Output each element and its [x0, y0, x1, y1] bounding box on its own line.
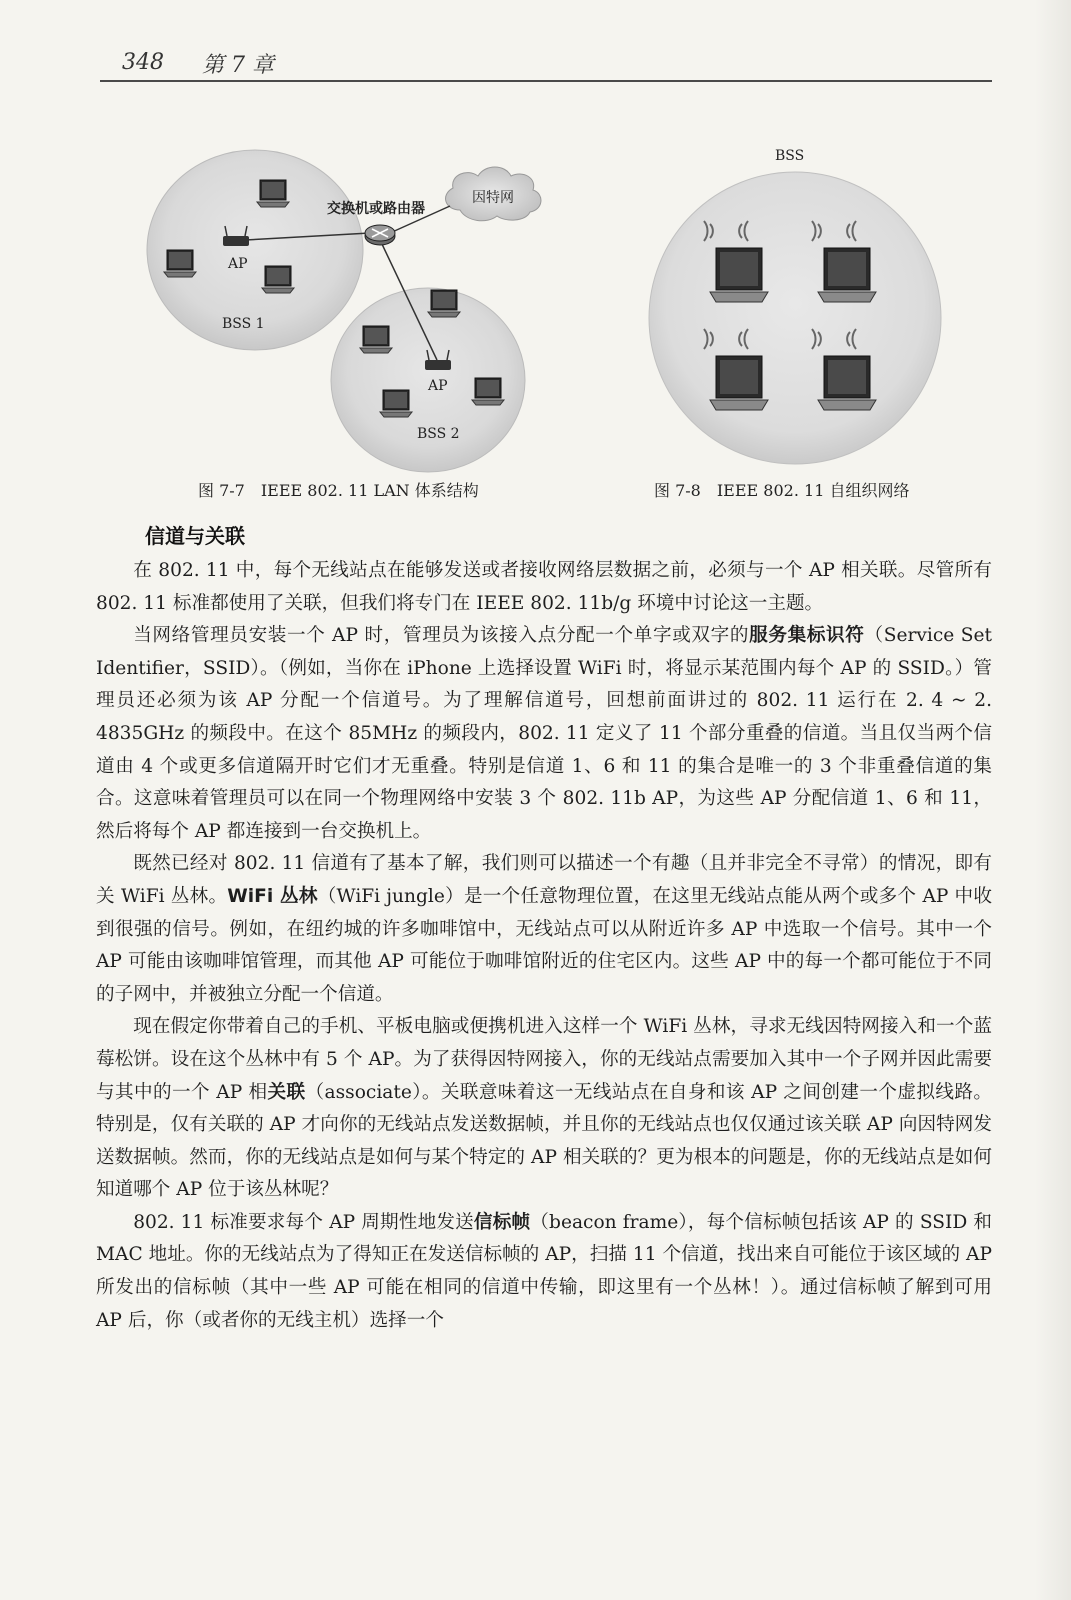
term-wifi-jungle: WiFi 丛林: [227, 885, 318, 907]
bss1-label: BSS 1: [222, 316, 265, 332]
bss-label: BSS: [775, 148, 805, 164]
paragraph-4-text-b: （associate）。关联意味着这一无线站点在自身和该 AP 之间创建一个虚拟线路。特别是，仅有关联的 AP 才向你的无线站点发送数据帧，并且你的无线站点也仅仅通过该关联 AP 向因特网发送数据帧。然而，你的无线站点是如何与某个特定的 AP 相关联的？更为根本的问题是，你的无线站点是如何知道哪个 AP 位于该丛林呢？: [96, 1081, 992, 1201]
header-rule: [100, 80, 992, 82]
laptop-icon: [472, 378, 504, 405]
paragraph-1: 在 802. 11 中，每个无线站点在能够发送或者接收网络层数据之前，必须与一个 AP 相关联。尽管所有 802. 11 标准都使用了关联，但我们将专门在 IEEE 802. 11b/g 环境中讨论这一主题。: [96, 560, 992, 614]
term-beacon-frame: 信标帧: [473, 1211, 531, 1233]
ap2-label: AP: [428, 378, 448, 394]
paragraph-2-text-a: 当网络管理员安装一个 AP 时，管理员为该接入点分配一个单字或双字的: [133, 625, 750, 647]
chapter-label: 第 7 章: [202, 53, 274, 78]
laptop-icon: [257, 180, 289, 207]
paragraph-2: [96, 620, 992, 848]
page-number: 348: [122, 50, 164, 75]
laptop-icon: [428, 290, 460, 317]
paragraph-3-text-a: 既然已经对 802. 11 信道有了基本了解，我们则可以描述一个有趣（且并非完全不寻常）的情况，即有关 WiFi 丛林。: [96, 853, 992, 907]
paragraph-3-text-b: （WiFi jungle）是一个任意物理位置，在这里无线站点能从两个或多个 AP 中收到很强的信号。例如，在纽约城的许多咖啡馆中，无线站点可以从附近许多 AP 中选取一个信号。其中一个 AP 可能由该咖啡馆管理，而其他 AP 可能位于咖啡馆附近的住宅区内。这些 AP 中的每一个都可能位于不同的子网中，并被独立分配一个信道。: [96, 885, 992, 1005]
internet-cloud: [446, 167, 541, 221]
figure-7-8-caption: 图 7-8 IEEE 802. 11 自组织网络: [654, 481, 910, 500]
paragraph-4-text-a: 现在假定你带着自己的手机、平板电脑或便携机进入这样一个 WiFi 丛林，寻求无线因特网接入和一个蓝莓松饼。设在这个丛林中有 5 个 AP。为了获得因特网接入，你的无线站点需要加入其中一个子网并因此需要与其中的一个 AP 相: [96, 1016, 992, 1103]
body-text: [96, 555, 992, 1337]
bss2-label: BSS 2: [417, 426, 460, 442]
page-edge-shadow: [1035, 0, 1071, 1600]
internet-label: 因特网: [472, 190, 514, 206]
paragraph-3: [96, 848, 992, 1011]
router-icon: [365, 225, 395, 245]
paragraph-5: [96, 1207, 992, 1337]
paragraph-4: [96, 1011, 992, 1207]
router-label: 交换机或路由器: [327, 201, 425, 217]
term-ssid: 服务集标识符: [749, 625, 865, 647]
section-heading: 信道与关联: [145, 524, 245, 548]
bss-area: [649, 172, 941, 464]
laptop-icon: [262, 266, 294, 293]
term-associate: 关联: [267, 1081, 306, 1103]
figure-lan-architecture: [145, 140, 565, 475]
figure-adhoc-network: [640, 140, 950, 475]
paragraph-2-text-b: （Service Set Identifier，SSID）。（例如，当你在 iPhone 上选择设置 WiFi 时，将显示某范围内每个 AP 的 SSID。）管理员还必须为该 AP 分配一个信道号。为了理解信道号，回想前面讲过的 802. 11 运行在 2. 4 ~ 2. 4835GHz 的频段中。在这个 85MHz 的频段内，802. 11 定义了 11 个部分重叠的信道。当且仅当两个信道由 4 个或更多信道隔开时它们才无重叠。特别是信道 1、6 和 11 的集合是唯一的 3 个非重叠信道的集合。这意味着管理员可以在同一个物理网络中安装 3 个 802. 11b AP，为这些 AP 分配信道 1、6 和 11，然后将每个 AP 都连接到一台交换机上。: [96, 625, 993, 842]
figure-7-7-caption: 图 7-7 IEEE 802. 11 LAN 体系结构: [198, 481, 479, 500]
paragraph-5-text-b: （beacon frame），每个信标帧包括该 AP 的 SSID 和 MAC 地址。你的无线站点为了得知正在发送信标帧的 AP，扫描 11 个信道，找出来自可能位于该区域的 AP 所发出的信标帧（其中一些 AP 可能在相同的信道中传输，即这里有一个丛林！）。通过信标帧了解到可用 AP 后，你（或者你的无线主机）选择一个: [96, 1211, 992, 1331]
laptop-icon: [380, 390, 412, 417]
ap1-label: AP: [228, 256, 248, 272]
laptop-icon: [164, 250, 196, 277]
laptop-icon: [360, 326, 392, 353]
paragraph-5-text-a: 802. 11 标准要求每个 AP 周期性地发送: [133, 1211, 474, 1233]
